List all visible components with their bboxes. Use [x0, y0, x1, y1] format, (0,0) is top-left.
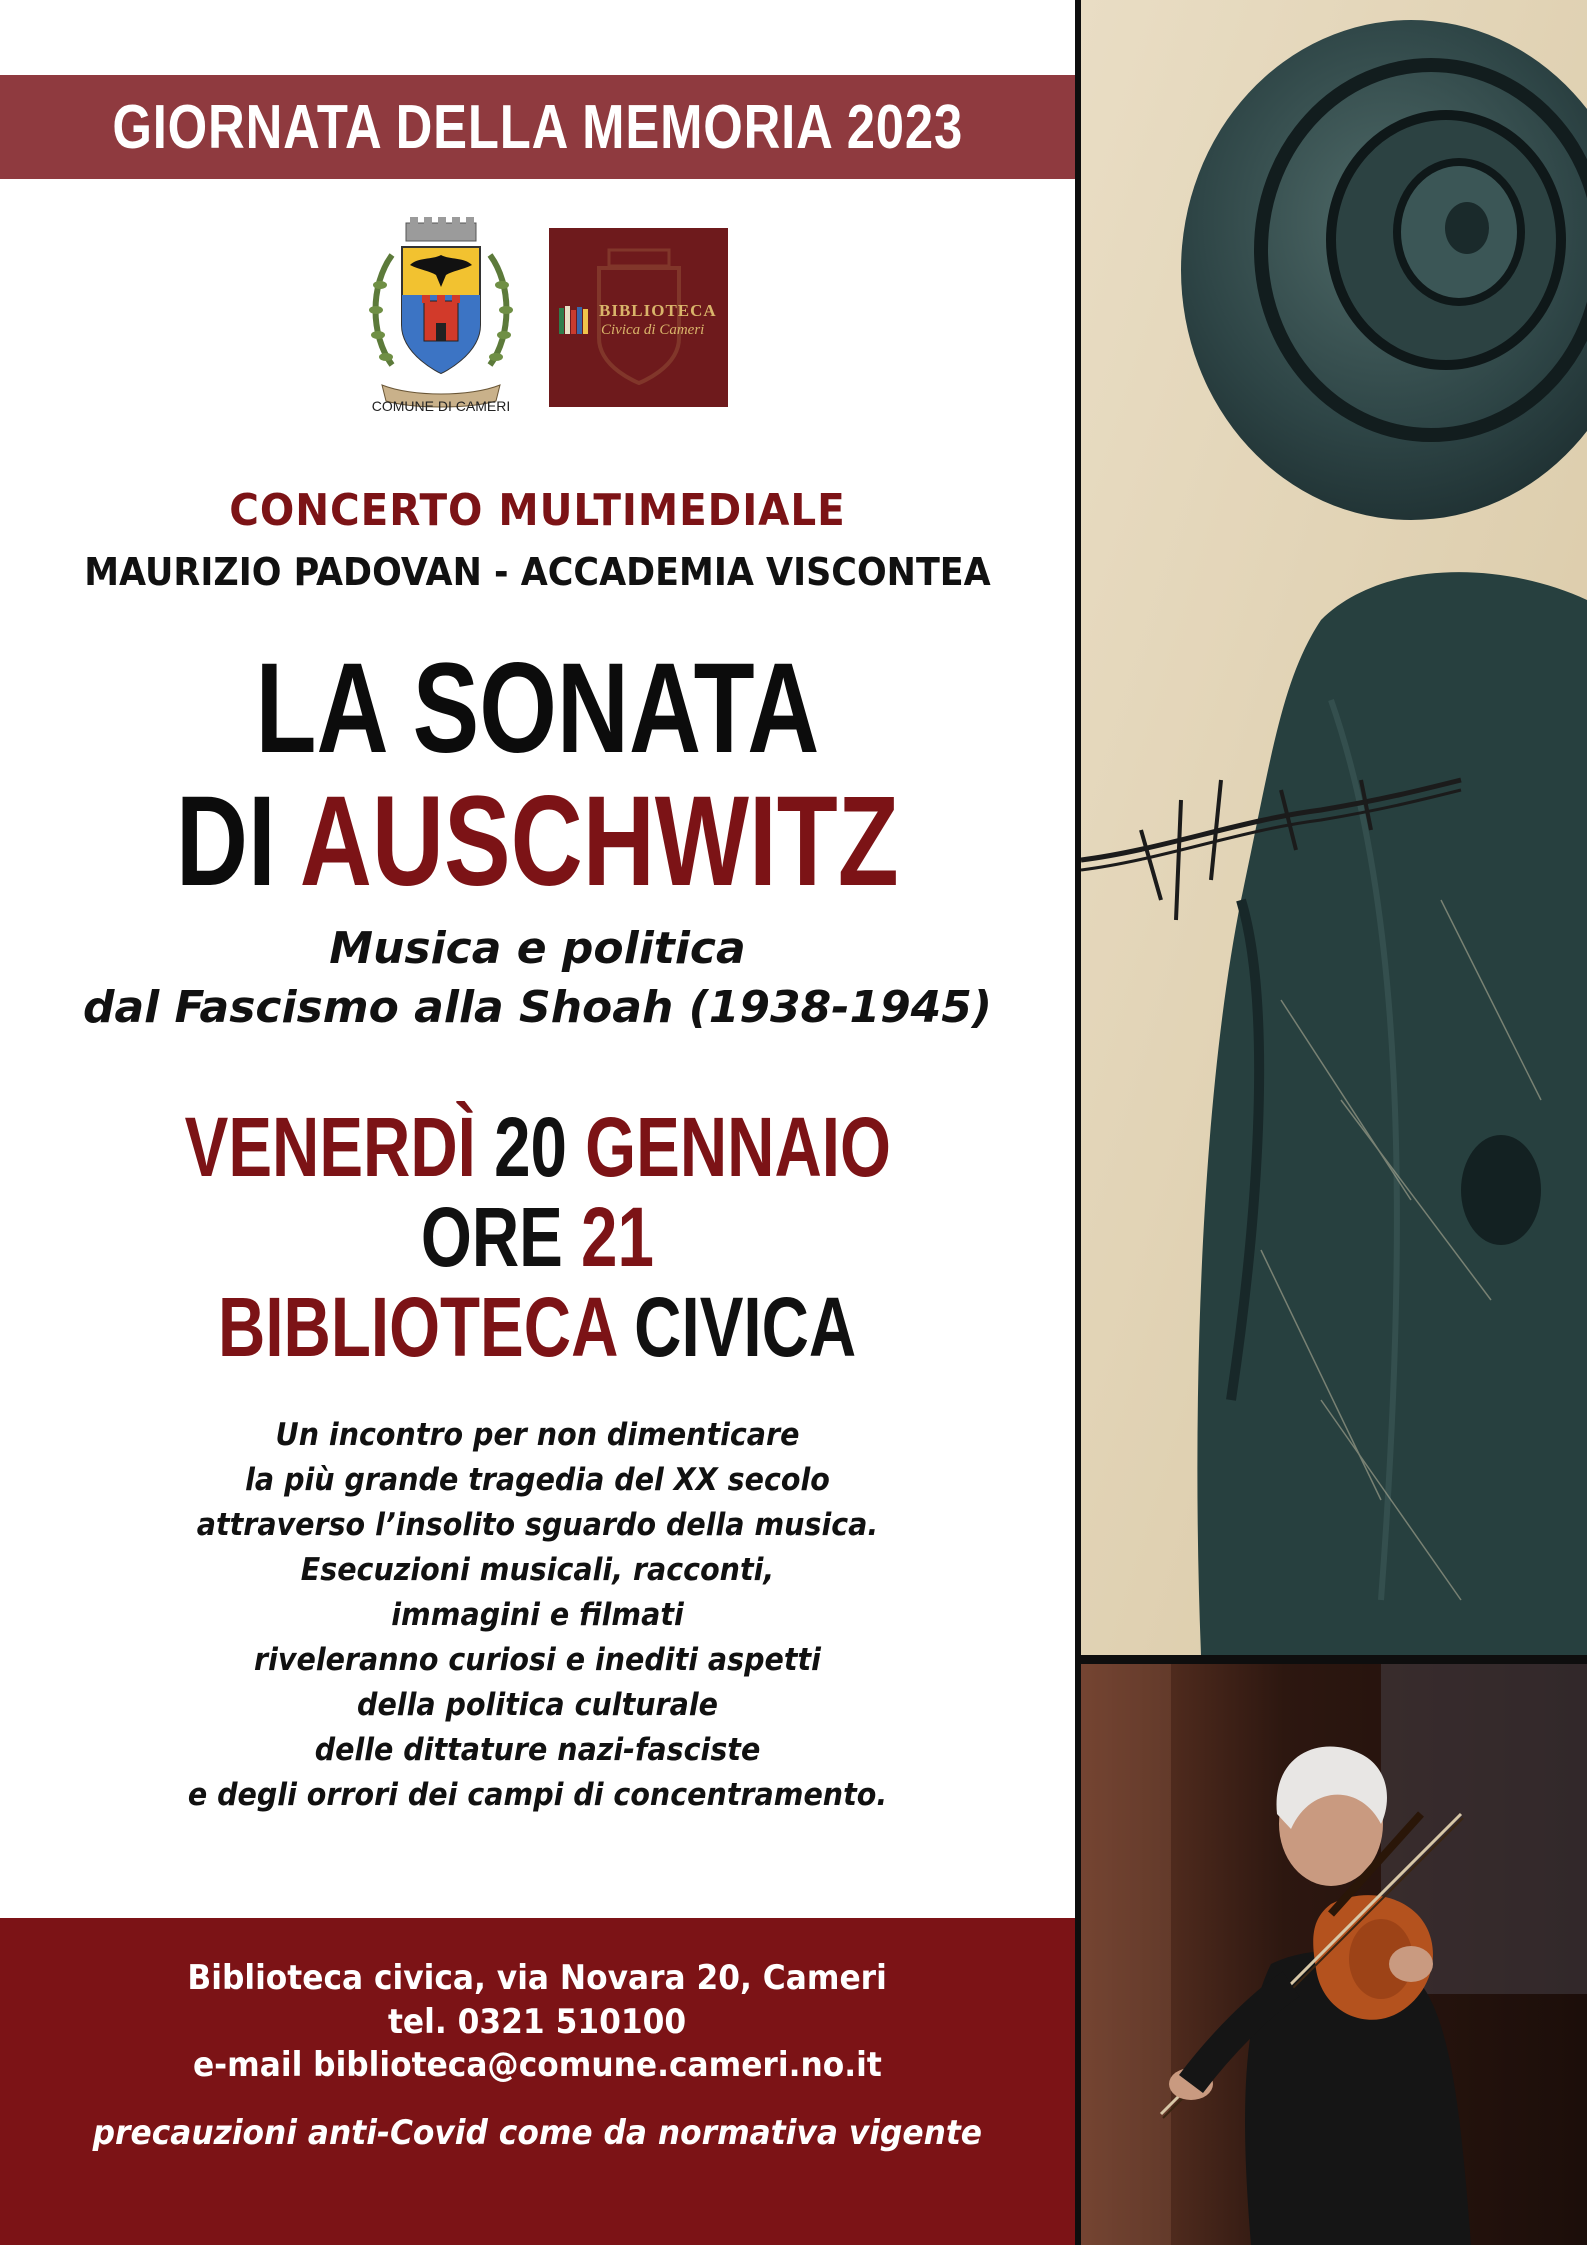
month: GENNAIO	[584, 1100, 891, 1194]
biblioteca-logo-title: BIBLIOTECA	[599, 301, 717, 320]
title-prefix: DI	[176, 770, 276, 913]
description-line: riveleranno curiosi e inediti aspetti	[254, 1642, 821, 1678]
event-title-line1: LA SONATA	[255, 637, 820, 780]
venue-word1: BIBLIOTECA	[218, 1280, 617, 1374]
event-subtitle-line2: dal Fascismo alla Shoah (1938-1945)	[82, 982, 993, 1033]
time-label: ORE	[420, 1190, 563, 1284]
books-icon	[559, 304, 595, 334]
comune-crest-icon	[362, 215, 520, 415]
day-name: VENERDÌ	[184, 1100, 476, 1194]
cello-scroll-image	[1081, 0, 1587, 1655]
event-venue	[0, 1280, 1075, 1374]
description-line: la più grande tragedia del XX secolo	[245, 1462, 830, 1498]
footer-address: Biblioteca civica, via Novara 20, Cameri	[187, 1958, 888, 1998]
banner-title: GIORNATA DELLA MEMORIA 2023	[112, 92, 963, 162]
day-number: 20	[493, 1100, 567, 1194]
footer-covid-note: precauzioni anti-Covid come da normativa vigente	[92, 2113, 983, 2153]
description-line: Un incontro per non dimenticare	[275, 1417, 800, 1453]
description-line: immagini e filmati	[391, 1597, 684, 1633]
violinist-photo	[1081, 1664, 1587, 2245]
footer-phone: tel. 0321 510100	[388, 2002, 687, 2042]
event-description	[0, 1413, 1075, 1818]
description-line: e degli orrori dei campi di concentramento.	[187, 1777, 888, 1813]
event-time	[0, 1190, 1075, 1284]
concert-type: CONCERTO MULTIMEDIALE	[229, 485, 846, 536]
footer-contact	[0, 1918, 1075, 2245]
horizontal-divider	[1081, 1655, 1587, 1664]
event-date	[0, 1100, 1075, 1194]
event-subtitle-line1: Musica e politica	[329, 923, 746, 974]
biblioteca-logo	[549, 228, 728, 407]
cello-scroll-photo	[1081, 0, 1587, 1655]
description-line: attraverso l’insolito sguardo della musica.	[196, 1507, 879, 1543]
event-title-line2	[0, 770, 1075, 913]
time-value: 21	[581, 1190, 655, 1284]
description-line: della politica culturale	[357, 1687, 718, 1723]
header-banner	[0, 75, 1075, 179]
performers: MAURIZIO PADOVAN - ACCADEMIA VISCONTEA	[84, 550, 991, 594]
comune-caption: COMUNE DI CAMERI	[371, 398, 511, 414]
venue-word2: CIVICA	[634, 1280, 857, 1374]
biblioteca-logo-subtitle: Civica di Cameri	[601, 322, 705, 338]
title-highlight: AUSCHWITZ	[299, 770, 899, 913]
description-line: Esecuzioni musicali, racconti,	[300, 1552, 775, 1588]
description-line: delle dittature nazi-fasciste	[314, 1732, 761, 1768]
footer-email: e-mail biblioteca@comune.cameri.no.it	[193, 2045, 882, 2085]
violinist-image	[1081, 1664, 1587, 2245]
